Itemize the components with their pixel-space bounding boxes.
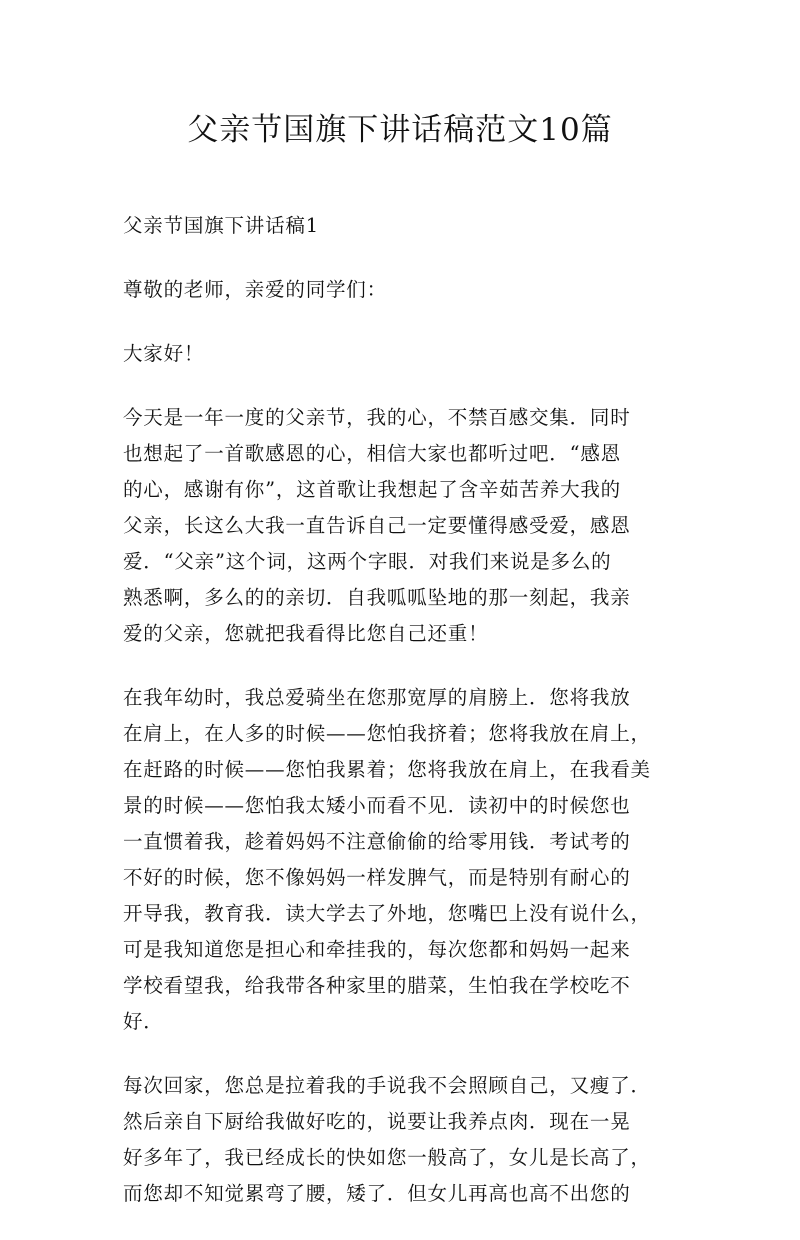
section-heading: 父亲节国旗下讲话稿1 bbox=[123, 214, 319, 237]
paragraph-3 bbox=[123, 1068, 671, 1212]
paragraph-line: 好多年了，我已经成长的快如您一般高了，女儿是长高了， bbox=[123, 1146, 651, 1169]
paragraph-line: 而您却不知觉累弯了腰，矮了．但女儿再高也高不出您的 bbox=[123, 1182, 631, 1205]
document-title: 父亲节国旗下讲话稿范文10篇 bbox=[187, 112, 613, 148]
salutation: 尊敬的老师，亲爱的同学们： bbox=[123, 278, 387, 301]
paragraph-line: 爱的父亲，您就把我看得比您自己还重！ bbox=[123, 622, 489, 645]
paragraph-line: 不好的时候，您不像妈妈一样发脾气，而是特别有耐心的 bbox=[123, 866, 631, 889]
paragraph-2 bbox=[123, 680, 671, 1040]
paragraph-1 bbox=[123, 400, 671, 652]
paragraph-line: 好． bbox=[123, 1010, 164, 1033]
paragraph-line: 在我年幼时，我总爱骑坐在您那宽厚的肩膀上．您将我放 bbox=[123, 686, 631, 709]
paragraph-line: 也想起了一首歌感恩的心，相信大家也都听过吧．“感恩 bbox=[123, 442, 621, 465]
paragraph-line: 在赶路的时候——您怕我累着；您将我放在肩上，在我看美 bbox=[123, 758, 651, 781]
paragraph-line: 学校看望我，给我带各种家里的腊菜，生怕我在学校吃不 bbox=[123, 974, 631, 997]
paragraph-line: 可是我知道您是担心和牵挂我的，每次您都和妈妈一起来 bbox=[123, 938, 631, 961]
paragraph-line: 今天是一年一度的父亲节，我的心，不禁百感交集．同时 bbox=[123, 406, 631, 429]
paragraph-line: 爱．“父亲”这个词，这两个字眼．对我们来说是多么的 bbox=[123, 550, 612, 573]
paragraph-line: 父亲，长这么大我一直告诉自己一定要懂得感受爱，感恩 bbox=[123, 514, 631, 537]
paragraph-line: 熟悉啊，多么的的亲切．自我呱呱坠地的那一刻起，我亲 bbox=[123, 586, 631, 609]
paragraph-line: 开导我，教育我．读大学去了外地，您嘴巴上没有说什么， bbox=[123, 902, 651, 925]
paragraph-line: 一直惯着我，趁着妈妈不注意偷偷的给零用钱．考试考的 bbox=[123, 830, 631, 853]
greeting: 大家好！ bbox=[123, 342, 205, 365]
paragraph-line: 景的时候——您怕我太矮小而看不见．读初中的时候您也 bbox=[123, 794, 631, 817]
document-body bbox=[123, 208, 671, 1240]
paragraph-line: 然后亲自下厨给我做好吃的，说要让我养点肉．现在一晃 bbox=[123, 1110, 631, 1133]
paragraph-line: 在肩上，在人多的时候——您怕我挤着；您将我放在肩上， bbox=[123, 722, 651, 745]
paragraph-line: 每次回家，您总是拉着我的手说我不会照顾自己，又瘦了． bbox=[123, 1074, 651, 1097]
paragraph-line: 的心，感谢有你”，这首歌让我想起了含辛茹苦养大我的 bbox=[123, 478, 621, 501]
